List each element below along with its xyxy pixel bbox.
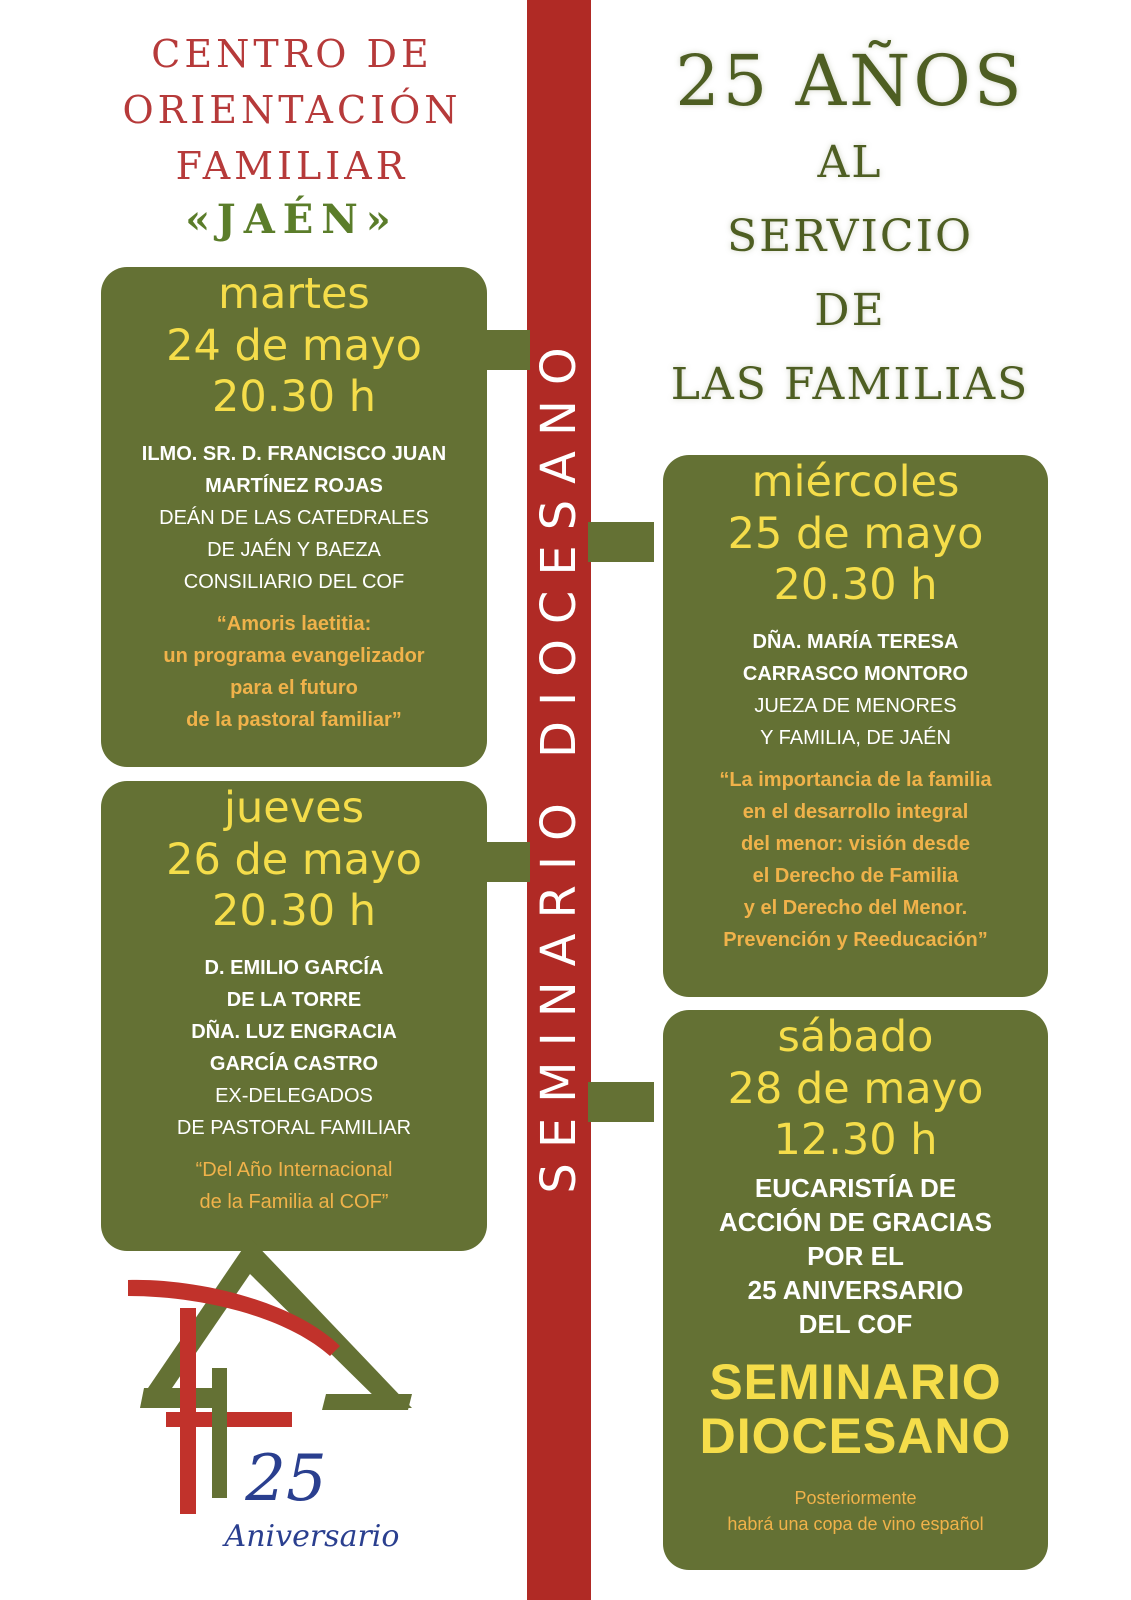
celebration-line: ACCIÓN DE GRACIAS [718, 1206, 992, 1237]
speaker-line: GARCÍA CASTRO [209, 1052, 379, 1075]
logo-triangle-base-right [322, 1394, 412, 1410]
logo-caption: Aniversario [224, 1519, 400, 1554]
talk-line: “Amoris laetitia: [216, 612, 372, 635]
organization-title [100, 26, 484, 243]
logo-graphic [120, 1238, 420, 1578]
logo-triangle-left [148, 1238, 250, 1388]
headline-line-3: DE [814, 285, 886, 336]
talk-line: en el desarrollo integral [742, 800, 969, 823]
role-line: DE JAÉN Y BAEZA [207, 538, 381, 561]
celebration-line: EUCARISTÍA DE [754, 1172, 957, 1203]
headline-line-2: SERVICIO [726, 211, 974, 262]
org-line-2: ORIENTACIÓN [122, 88, 462, 132]
event-date: 25 de mayo [727, 508, 984, 559]
role-line: DE PASTORAL FAMILIAR [176, 1116, 412, 1139]
after-note [663, 1485, 1048, 1537]
headline-big: 25 AÑOS [675, 40, 1025, 122]
venue-line: DIOCESANO [699, 1407, 1012, 1464]
headline-line-4: LAS FAMILIAS [670, 359, 1030, 410]
event-day: jueves [224, 783, 364, 833]
logo-red-post [180, 1308, 196, 1514]
talk-title [101, 1154, 487, 1218]
speaker-line: MARTÍNEZ ROJAS [205, 474, 383, 497]
role-line: CONSILIARIO DEL COF [183, 570, 405, 593]
anniversary-logo [120, 1238, 420, 1578]
talk-title [663, 764, 1048, 956]
celebration-line: POR EL [807, 1240, 904, 1271]
org-line-1: CENTRO DE [151, 32, 433, 76]
event-date: 26 de mayo [166, 834, 422, 885]
event-time: 20.30 h [773, 560, 938, 611]
speaker-line: DE LA TORRE [226, 988, 362, 1011]
talk-line: de la pastoral familiar” [186, 708, 402, 731]
role-line: DEÁN DE LAS CATEDRALES [159, 506, 429, 529]
event-card-martes [101, 267, 487, 767]
role-line: Y FAMILIA, DE JAÉN [760, 726, 951, 749]
talk-line: para el futuro [230, 676, 358, 699]
after-note-line: Posteriormente [794, 1487, 917, 1508]
talk-line: “Del Año Internacional [195, 1158, 393, 1181]
talk-line: y el Derecho del Menor. [743, 896, 968, 919]
talk-line: de la Familia al COF” [199, 1190, 389, 1213]
talk-line: un programa evangelizador [163, 644, 425, 667]
role-line: JUEZA DE MENORES [754, 694, 957, 717]
event-card-miercoles [663, 455, 1048, 997]
talk-line: del menor: visión desde [741, 832, 970, 855]
talk-line: el Derecho de Familia [752, 864, 959, 887]
headline-line-1: AL [817, 137, 883, 188]
after-note-line: habrá una copa de vino español [727, 1513, 984, 1534]
event-day: miércoles [751, 457, 960, 507]
talk-line: “La importancia de la familia [719, 768, 992, 791]
org-line-3: FAMILIAR [175, 144, 409, 188]
speaker-line: DÑA. LUZ ENGRACIA [191, 1020, 397, 1043]
speaker-line: DÑA. MARÍA TERESA [752, 630, 959, 653]
logo-green-post [212, 1368, 227, 1498]
venue-vertical-label: SEMINARIO DIOCESANO [531, 332, 587, 1194]
event-day: martes [218, 269, 370, 319]
logo-triangle-right [250, 1238, 412, 1408]
talk-title [101, 608, 487, 736]
venue-name [663, 1355, 1048, 1463]
speaker-line: D. EMILIO GARCÍA [204, 956, 384, 979]
event-date: 24 de mayo [166, 320, 422, 371]
speaker-line: ILMO. SR. D. FRANCISCO JUAN [141, 442, 447, 465]
talk-line: Prevención y Reeducación” [723, 928, 988, 951]
org-city: «JAÉN» [185, 196, 399, 243]
logo-number: 25 [245, 1442, 327, 1516]
event-time: 20.30 h [211, 886, 377, 937]
venue-line: SEMINARIO [709, 1353, 1002, 1410]
event-time: 12.30 h [773, 1115, 938, 1166]
event-card-jueves [101, 781, 487, 1251]
celebration-line: DEL COF [798, 1308, 913, 1339]
event-day: sábado [777, 1012, 934, 1062]
event-time: 20.30 h [211, 372, 377, 423]
logo-red-crossbar [166, 1412, 292, 1427]
connector-sabado [588, 1082, 654, 1122]
anniversary-headline [610, 36, 1090, 422]
speaker-line: CARRASCO MONTORO [742, 662, 969, 685]
event-card-sabado [663, 1010, 1048, 1570]
role-line: EX-DELEGADOS [215, 1084, 373, 1107]
celebration-line: 25 ANIVERSARIO [747, 1274, 964, 1305]
connector-miercoles [588, 522, 654, 562]
event-date: 28 de mayo [727, 1063, 984, 1114]
